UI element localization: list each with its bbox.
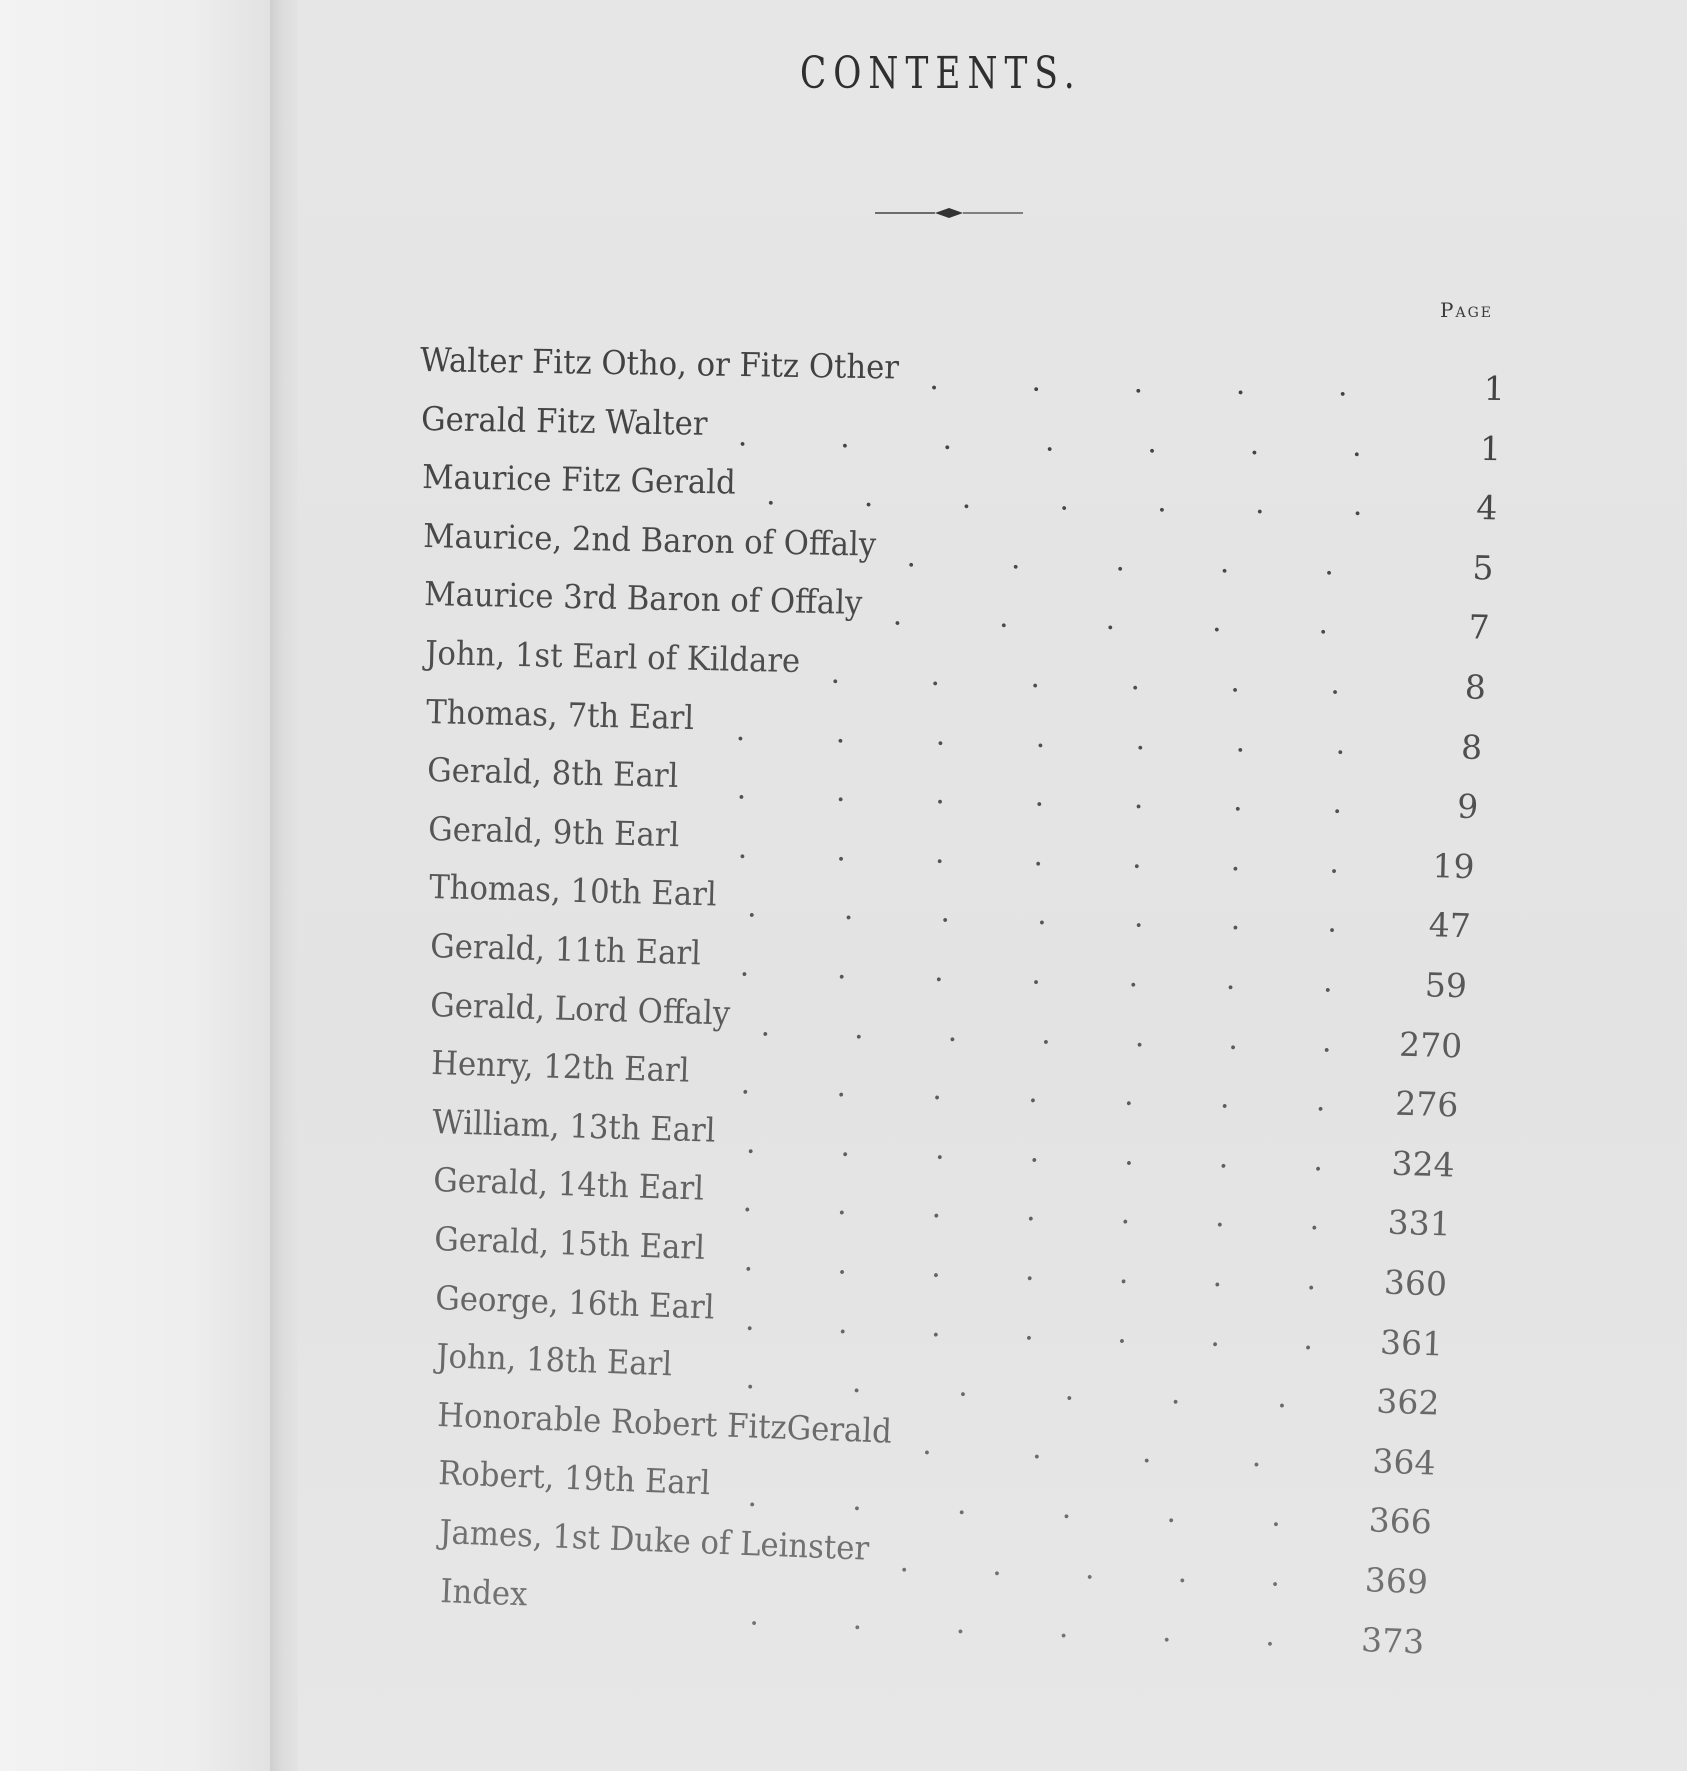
entry-title: Gerald, Lord Offaly	[430, 984, 732, 1033]
entry-title: John, 18th Earl	[435, 1336, 674, 1384]
entry-title: Robert, 19th Earl	[437, 1453, 712, 1503]
entry-page: 19	[1431, 845, 1475, 886]
entry-title: Gerald Fitz Walter	[420, 398, 708, 443]
entry-title: Maurice Fitz Gerald	[421, 457, 736, 502]
dot-leader: . . . . . . .	[743, 1243, 1318, 1298]
entry-page: 360	[1383, 1262, 1448, 1304]
dot-leader: . . . . . .	[747, 1479, 1282, 1535]
entry-title: Gerald, 8th Earl	[426, 750, 679, 796]
entry-page: 276	[1395, 1083, 1460, 1125]
entry-title: Maurice 3rd Baron of Offaly	[423, 574, 863, 623]
dot-leader: . . . . . . .	[745, 1125, 1324, 1179]
dot-leader: . . . .	[921, 1426, 1263, 1475]
entry-page: 9	[1456, 786, 1479, 827]
entry-page: 7	[1468, 607, 1490, 648]
entry-title: Henry, 12th Earl	[431, 1043, 691, 1090]
entry-title: William, 13th Earl	[432, 1101, 717, 1150]
page-column-label: Page	[1440, 298, 1493, 322]
entry-page: 369	[1364, 1560, 1429, 1602]
dot-leader: . . . . . . .	[744, 1302, 1314, 1357]
dot-leader: . . . . .	[906, 539, 1335, 583]
entry-page: 366	[1368, 1500, 1433, 1542]
entry-page: 331	[1387, 1202, 1452, 1244]
entry-title: Gerald, 15th Earl	[433, 1219, 706, 1267]
entry-title: James, 1st Duke of Leinster	[438, 1512, 870, 1568]
dot-leader: . . . . . . .	[737, 830, 1340, 881]
entry-page: 1	[1483, 368, 1506, 409]
dot-leader: . . . . . .	[745, 1361, 1288, 1416]
entry-page: 1	[1479, 428, 1502, 468]
entry-page: 47	[1427, 905, 1471, 946]
entry-title: Walter Fitz Otho, or Fitz Other	[419, 340, 900, 387]
dot-leader: . . . . . . .	[738, 948, 1333, 1000]
entry-title: Gerald, 11th Earl	[429, 926, 701, 973]
page-heading: CONTENTS.	[800, 48, 1082, 99]
entry-page: 59	[1423, 965, 1467, 1006]
entry-title: Maurice, 2nd Baron of Offaly	[422, 515, 877, 564]
dot-leader: . . . . . .	[748, 1597, 1276, 1654]
entry-page: 5	[1471, 547, 1494, 588]
dot-leader: . . . . . . .	[746, 889, 1338, 941]
entry-title: George, 16th Earl	[434, 1277, 716, 1327]
entry-page: 324	[1391, 1143, 1456, 1185]
dot-leader: . . . . .	[899, 1543, 1281, 1594]
entry-page: 8	[1464, 667, 1487, 707]
dot-leader: . . . . . . .	[737, 417, 1362, 464]
entry-page: 364	[1372, 1441, 1437, 1483]
entry-title: Index	[439, 1570, 529, 1614]
entry-page: 373	[1360, 1619, 1425, 1662]
dot-leader: . . . . . .	[830, 655, 1341, 702]
entry-title: Thomas, 10th Earl	[428, 867, 717, 914]
dot-leader: . . . . .	[929, 362, 1348, 404]
dot-leader: . . . . . . .	[736, 771, 1343, 822]
entry-title: Honorable Robert FitzGerald	[436, 1394, 893, 1451]
entry-title: John, 1st Earl of Kildare	[424, 633, 801, 681]
entry-title: Thomas, 7th Earl	[425, 691, 695, 737]
dot-leader: . . . . .	[892, 597, 1329, 642]
entry-page: 270	[1399, 1024, 1464, 1066]
entry-title: Gerald, 14th Earl	[433, 1160, 705, 1209]
dot-leader: . . . . . . .	[765, 477, 1363, 524]
entry-page: 8	[1460, 727, 1483, 767]
entry-title: Gerald, 9th Earl	[427, 808, 680, 855]
entry-page: 361	[1379, 1322, 1445, 1364]
dot-leader: . . . . . . .	[760, 1008, 1333, 1060]
entry-page: 4	[1475, 488, 1498, 528]
dot-leader: . . . . . . .	[735, 712, 1346, 762]
dot-leader: . . . . . . .	[742, 1184, 1321, 1238]
entry-page: 362	[1375, 1381, 1441, 1423]
dot-leader: . . . . . . .	[740, 1066, 1327, 1119]
